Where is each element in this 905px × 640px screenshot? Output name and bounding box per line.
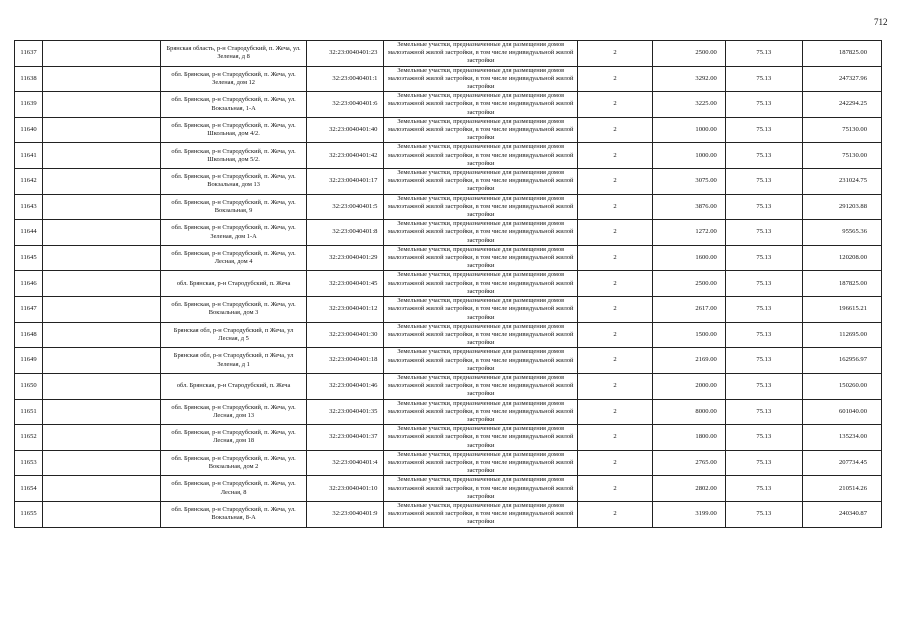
- group-cell: 2: [578, 348, 653, 374]
- table-row: [15, 117, 882, 143]
- area-cell: 1272.00: [652, 220, 725, 246]
- cadastral-value-cell: 75130.00: [802, 143, 881, 169]
- cadastral-value-cell: 120208.00: [802, 245, 881, 271]
- specific-value-cell: 75.13: [725, 373, 802, 399]
- row-number-cell: 11646: [15, 271, 43, 297]
- address-cell: обл. Брянская, р-н Стародубский, п. Жеча, ул. Лесная, дом 18: [160, 425, 307, 451]
- empty-cell: [43, 66, 161, 92]
- cadastral-number-cell: 32:23:0040401:18: [307, 348, 384, 374]
- address-cell: обл. Брянская, р-н Стародубский, п. Жеча, ул. Школьная, дом 5/2.: [160, 143, 307, 169]
- cadastral-number-cell: 32:23:0040401:45: [307, 271, 384, 297]
- empty-cell: [43, 399, 161, 425]
- land-use-cell: Земельные участки, предназначенные для размещения домов малоэтажной жилой застройки, в том числе индивидуальной жилой застройки: [384, 348, 578, 374]
- row-number-cell: 11647: [15, 297, 43, 323]
- row-number-cell: 11651: [15, 399, 43, 425]
- empty-cell: [43, 373, 161, 399]
- group-cell: 2: [578, 425, 653, 451]
- area-cell: 1500.00: [652, 322, 725, 348]
- specific-value-cell: 75.13: [725, 450, 802, 476]
- land-use-cell: Земельные участки, предназначенные для размещения домов малоэтажной жилой застройки, в том числе индивидуальной жилой застройки: [384, 220, 578, 246]
- land-use-cell: Земельные участки, предназначенные для размещения домов малоэтажной жилой застройки, в том числе индивидуальной жилой застройки: [384, 66, 578, 92]
- table-row: [15, 373, 882, 399]
- address-cell: Брянская обл, р-н Стародубский, п Жеча, ул Лесная, д 5: [160, 322, 307, 348]
- group-cell: 2: [578, 143, 653, 169]
- area-cell: 2617.00: [652, 297, 725, 323]
- address-cell: обл. Брянская, р-н Стародубский, п. Жеча, ул. Зеленая, дом 12: [160, 66, 307, 92]
- cadastral-value-cell: 231024.75: [802, 169, 881, 195]
- land-use-cell: Земельные участки, предназначенные для размещения домов малоэтажной жилой застройки, в том числе индивидуальной жилой застройки: [384, 92, 578, 118]
- group-cell: 2: [578, 245, 653, 271]
- address-cell: обл. Брянская, р-н Стародубский, п. Жеча: [160, 373, 307, 399]
- group-cell: 2: [578, 92, 653, 118]
- address-cell: обл. Брянская, р-н Стародубский, п. Жеча, ул. Вокзальная, дом 2: [160, 450, 307, 476]
- table-row: [15, 66, 882, 92]
- table-row: [15, 271, 882, 297]
- specific-value-cell: 75.13: [725, 297, 802, 323]
- row-number-cell: 11649: [15, 348, 43, 374]
- address-cell: Брянская область, р-н Стародубский, п. Жеча, ул. Зеленая, д 8: [160, 41, 307, 67]
- table-row: [15, 92, 882, 118]
- table-body: [15, 41, 882, 528]
- cadastral-value-cell: 601040.00: [802, 399, 881, 425]
- group-cell: 2: [578, 297, 653, 323]
- address-cell: обл. Брянская, р-н Стародубский, п. Жеча, ул. Лесная, дом 13: [160, 399, 307, 425]
- area-cell: 2765.00: [652, 450, 725, 476]
- table-row: [15, 41, 882, 67]
- row-number-cell: 11648: [15, 322, 43, 348]
- empty-cell: [43, 348, 161, 374]
- area-cell: 3225.00: [652, 92, 725, 118]
- land-use-cell: Земельные участки, предназначенные для размещения домов малоэтажной жилой застройки, в том числе индивидуальной жилой застройки: [384, 425, 578, 451]
- group-cell: 2: [578, 220, 653, 246]
- table-row: [15, 476, 882, 502]
- cadastral-value-cell: 291203.88: [802, 194, 881, 220]
- cadastral-value-cell: 75130.00: [802, 117, 881, 143]
- cadastral-value-cell: 187825.00: [802, 271, 881, 297]
- land-use-cell: Земельные участки, предназначенные для размещения домов малоэтажной жилой застройки, в том числе индивидуальной жилой застройки: [384, 450, 578, 476]
- table-row: [15, 501, 882, 527]
- row-number-cell: 11641: [15, 143, 43, 169]
- table-row: [15, 194, 882, 220]
- group-cell: 2: [578, 117, 653, 143]
- area-cell: 3876.00: [652, 194, 725, 220]
- area-cell: 2802.00: [652, 476, 725, 502]
- cadastral-number-cell: 32:23:0040401:6: [307, 92, 384, 118]
- table-row: [15, 169, 882, 195]
- cadastral-number-cell: 32:23:0040401:23: [307, 41, 384, 67]
- land-use-cell: Земельные участки, предназначенные для размещения домов малоэтажной жилой застройки, в том числе индивидуальной жилой застройки: [384, 41, 578, 67]
- row-number-cell: 11643: [15, 194, 43, 220]
- cadastral-number-cell: 32:23:0040401:8: [307, 220, 384, 246]
- row-number-cell: 11642: [15, 169, 43, 195]
- cadastral-value-cell: 112695.00: [802, 322, 881, 348]
- area-cell: 1600.00: [652, 245, 725, 271]
- specific-value-cell: 75.13: [725, 220, 802, 246]
- land-use-cell: Земельные участки, предназначенные для размещения домов малоэтажной жилой застройки, в том числе индивидуальной жилой застройки: [384, 322, 578, 348]
- address-cell: обл. Брянская, р-н Стародубский, п. Жеча, ул. Вокзальная, дом 13: [160, 169, 307, 195]
- table-row: [15, 425, 882, 451]
- specific-value-cell: 75.13: [725, 66, 802, 92]
- land-use-cell: Земельные участки, предназначенные для размещения домов малоэтажной жилой застройки, в том числе индивидуальной жилой застройки: [384, 117, 578, 143]
- cadastral-value-cell: 95565.36: [802, 220, 881, 246]
- specific-value-cell: 75.13: [725, 425, 802, 451]
- address-cell: обл. Брянская, р-н Стародубский, п. Жеча, ул. Лесная, дом 4: [160, 245, 307, 271]
- row-number-cell: 11644: [15, 220, 43, 246]
- cadastral-value-table: [14, 40, 882, 528]
- row-number-cell: 11640: [15, 117, 43, 143]
- cadastral-value-cell: 242294.25: [802, 92, 881, 118]
- empty-cell: [43, 450, 161, 476]
- specific-value-cell: 75.13: [725, 92, 802, 118]
- specific-value-cell: 75.13: [725, 41, 802, 67]
- land-use-cell: Земельные участки, предназначенные для размещения домов малоэтажной жилой застройки, в том числе индивидуальной жилой застройки: [384, 399, 578, 425]
- group-cell: 2: [578, 194, 653, 220]
- group-cell: 2: [578, 66, 653, 92]
- specific-value-cell: 75.13: [725, 322, 802, 348]
- empty-cell: [43, 501, 161, 527]
- land-use-cell: Земельные участки, предназначенные для размещения домов малоэтажной жилой застройки, в том числе индивидуальной жилой застройки: [384, 476, 578, 502]
- cadastral-value-cell: 207734.45: [802, 450, 881, 476]
- cadastral-number-cell: 32:23:0040401:5: [307, 194, 384, 220]
- cadastral-number-cell: 32:23:0040401:35: [307, 399, 384, 425]
- area-cell: 1000.00: [652, 143, 725, 169]
- cadastral-number-cell: 32:23:0040401:46: [307, 373, 384, 399]
- area-cell: 2500.00: [652, 41, 725, 67]
- cadastral-number-cell: 32:23:0040401:40: [307, 117, 384, 143]
- row-number-cell: 11652: [15, 425, 43, 451]
- address-cell: обл. Брянская, р-н Стародубский, п. Жеча, ул. Зеленая, дом 1-А: [160, 220, 307, 246]
- area-cell: 3292.00: [652, 66, 725, 92]
- area-cell: 8000.00: [652, 399, 725, 425]
- address-cell: обл. Брянская, р-н Стародубский, п. Жеча: [160, 271, 307, 297]
- specific-value-cell: 75.13: [725, 245, 802, 271]
- empty-cell: [43, 169, 161, 195]
- empty-cell: [43, 245, 161, 271]
- empty-cell: [43, 194, 161, 220]
- row-number-cell: 11650: [15, 373, 43, 399]
- group-cell: 2: [578, 399, 653, 425]
- cadastral-number-cell: 32:23:0040401:29: [307, 245, 384, 271]
- cadastral-number-cell: 32:23:0040401:17: [307, 169, 384, 195]
- empty-cell: [43, 41, 161, 67]
- address-cell: обл. Брянская, р-н Стародубский, п. Жеча, ул. Лесная, 8: [160, 476, 307, 502]
- area-cell: 3199.00: [652, 501, 725, 527]
- empty-cell: [43, 220, 161, 246]
- address-cell: обл. Брянская, р-н Стародубский, п. Жеча, ул. Вокзальная, 8-А: [160, 501, 307, 527]
- empty-cell: [43, 143, 161, 169]
- empty-cell: [43, 476, 161, 502]
- address-cell: обл. Брянская, р-н Стародубский, п. Жеча, ул. Школьная, дом 4/2.: [160, 117, 307, 143]
- land-use-cell: Земельные участки, предназначенные для размещения домов малоэтажной жилой застройки, в том числе индивидуальной жилой застройки: [384, 245, 578, 271]
- cadastral-value-cell: 247327.96: [802, 66, 881, 92]
- area-cell: 3075.00: [652, 169, 725, 195]
- cadastral-value-cell: 196615.21: [802, 297, 881, 323]
- table-row: [15, 220, 882, 246]
- empty-cell: [43, 322, 161, 348]
- group-cell: 2: [578, 169, 653, 195]
- specific-value-cell: 75.13: [725, 348, 802, 374]
- cadastral-value-cell: 210514.26: [802, 476, 881, 502]
- row-number-cell: 11655: [15, 501, 43, 527]
- land-use-cell: Земельные участки, предназначенные для размещения домов малоэтажной жилой застройки, в том числе индивидуальной жилой застройки: [384, 501, 578, 527]
- row-number-cell: 11639: [15, 92, 43, 118]
- specific-value-cell: 75.13: [725, 143, 802, 169]
- table-row: [15, 297, 882, 323]
- table-row: [15, 245, 882, 271]
- group-cell: 2: [578, 476, 653, 502]
- empty-cell: [43, 117, 161, 143]
- group-cell: 2: [578, 41, 653, 67]
- table-row: [15, 450, 882, 476]
- cadastral-value-cell: 162956.97: [802, 348, 881, 374]
- cadastral-value-cell: 187825.00: [802, 41, 881, 67]
- cadastral-number-cell: 32:23:0040401:37: [307, 425, 384, 451]
- row-number-cell: 11637: [15, 41, 43, 67]
- area-cell: 1800.00: [652, 425, 725, 451]
- cadastral-number-cell: 32:23:0040401:12: [307, 297, 384, 323]
- cadastral-number-cell: 32:23:0040401:4: [307, 450, 384, 476]
- land-use-cell: Земельные участки, предназначенные для размещения домов малоэтажной жилой застройки, в том числе индивидуальной жилой застройки: [384, 143, 578, 169]
- empty-cell: [43, 297, 161, 323]
- land-use-cell: Земельные участки, предназначенные для размещения домов малоэтажной жилой застройки, в том числе индивидуальной жилой застройки: [384, 169, 578, 195]
- cadastral-number-cell: 32:23:0040401:30: [307, 322, 384, 348]
- table-row: [15, 348, 882, 374]
- row-number-cell: 11645: [15, 245, 43, 271]
- land-use-cell: Земельные участки, предназначенные для размещения домов малоэтажной жилой застройки, в том числе индивидуальной жилой застройки: [384, 271, 578, 297]
- group-cell: 2: [578, 271, 653, 297]
- cadastral-value-cell: 135234.00: [802, 425, 881, 451]
- land-use-cell: Земельные участки, предназначенные для размещения домов малоэтажной жилой застройки, в том числе индивидуальной жилой застройки: [384, 194, 578, 220]
- specific-value-cell: 75.13: [725, 194, 802, 220]
- specific-value-cell: 75.13: [725, 476, 802, 502]
- group-cell: 2: [578, 450, 653, 476]
- row-number-cell: 11638: [15, 66, 43, 92]
- specific-value-cell: 75.13: [725, 501, 802, 527]
- group-cell: 2: [578, 373, 653, 399]
- group-cell: 2: [578, 322, 653, 348]
- land-use-cell: Земельные участки, предназначенные для размещения домов малоэтажной жилой застройки, в том числе индивидуальной жилой застройки: [384, 297, 578, 323]
- cadastral-number-cell: 32:23:0040401:10: [307, 476, 384, 502]
- cadastral-value-cell: 150260.00: [802, 373, 881, 399]
- empty-cell: [43, 425, 161, 451]
- specific-value-cell: 75.13: [725, 169, 802, 195]
- table-row: [15, 399, 882, 425]
- area-cell: 1000.00: [652, 117, 725, 143]
- cadastral-number-cell: 32:23:0040401:9: [307, 501, 384, 527]
- table-row: [15, 322, 882, 348]
- area-cell: 2169.00: [652, 348, 725, 374]
- address-cell: Брянская обл, р-н Стародубский, п Жеча, ул Зеленая, д 1: [160, 348, 307, 374]
- address-cell: обл. Брянская, р-н Стародубский, п. Жеча, ул. Вокзальная, дом 3: [160, 297, 307, 323]
- cadastral-number-cell: 32:23:0040401:42: [307, 143, 384, 169]
- address-cell: обл. Брянская, р-н Стародубский, п. Жеча, ул. Вокзальная, 1-А: [160, 92, 307, 118]
- page-number: 712: [874, 17, 888, 27]
- group-cell: 2: [578, 501, 653, 527]
- address-cell: обл. Брянская, р-н Стародубский, п. Жеча, ул. Вокзальная, 9: [160, 194, 307, 220]
- cadastral-value-cell: 240340.87: [802, 501, 881, 527]
- empty-cell: [43, 92, 161, 118]
- empty-cell: [43, 271, 161, 297]
- specific-value-cell: 75.13: [725, 271, 802, 297]
- cadastral-number-cell: 32:23:0040401:1: [307, 66, 384, 92]
- specific-value-cell: 75.13: [725, 117, 802, 143]
- land-use-cell: Земельные участки, предназначенные для размещения домов малоэтажной жилой застройки, в том числе индивидуальной жилой застройки: [384, 373, 578, 399]
- area-cell: 2000.00: [652, 373, 725, 399]
- specific-value-cell: 75.13: [725, 399, 802, 425]
- row-number-cell: 11654: [15, 476, 43, 502]
- table-row: [15, 143, 882, 169]
- row-number-cell: 11653: [15, 450, 43, 476]
- area-cell: 2500.00: [652, 271, 725, 297]
